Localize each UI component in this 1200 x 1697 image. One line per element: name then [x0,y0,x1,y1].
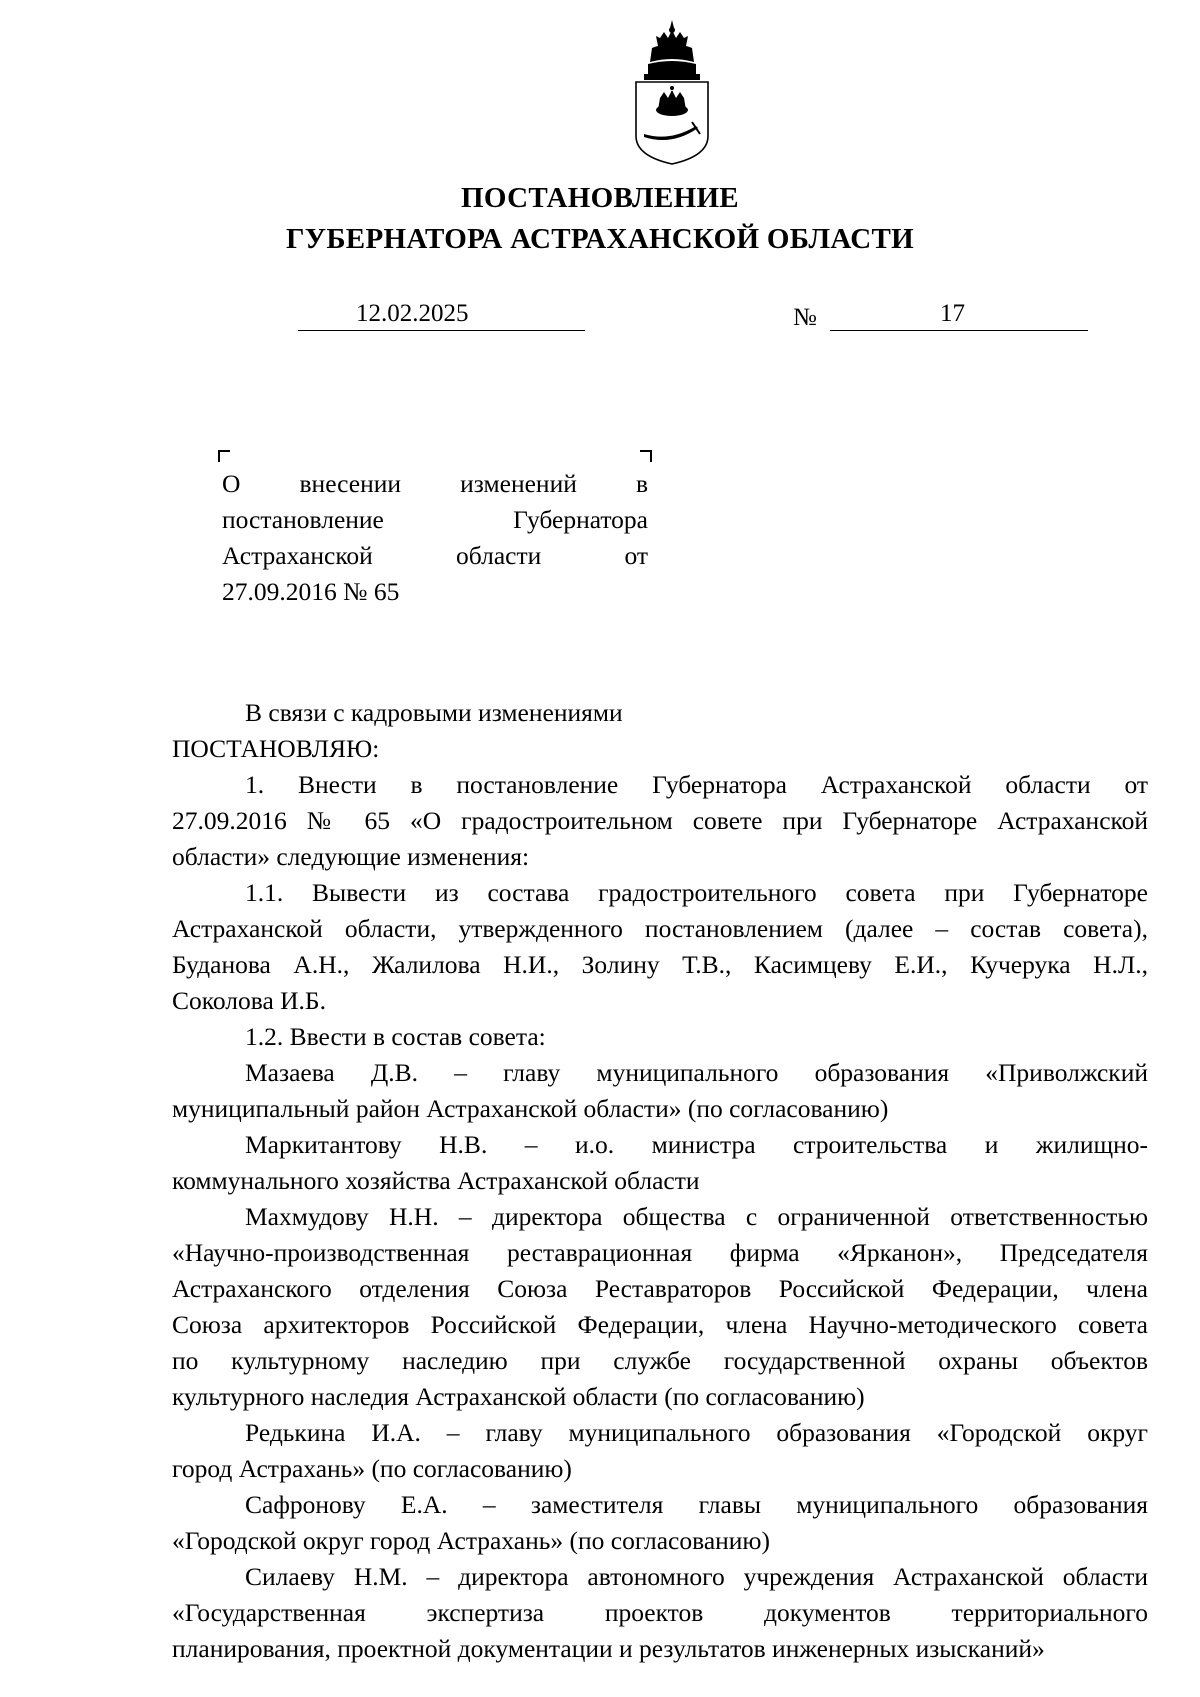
body-line: 1.2. Ввести в состав совета: [245,1022,546,1051]
body-line: Союза архитекторов Российской Федерации, члена Научно-методического совета [172,1310,1148,1339]
issuer-title: ГУБЕРНАТОРА АСТРАХАНСКОЙ ОБЛАСТИ [286,223,914,255]
body-line: город Астрахань» (по согласованию) [172,1454,572,1483]
body-line: Астраханской области, утвержденного постановлением (далее – состав совета), [172,914,1148,943]
subject-line: постановление Губернатора [222,505,648,534]
body-line: области» следующие изменения: [172,842,530,871]
body-line: Мазаева Д.В. – главу муниципального образования «Приволжский [245,1058,1148,1087]
body-line: Астраханского отделения Союза Реставраторов Российской Федерации, члена [172,1274,1148,1303]
body-line: Редькина И.А. – главу муниципального образования «Городской округ [245,1418,1148,1447]
subject-line: О внесении изменений в [222,469,648,498]
preamble: В связи с кадровыми изменениями [245,698,623,727]
body-line: по культурному наследию при службе государственной охраны объектов [172,1346,1148,1375]
document-body [172,695,1148,1667]
astrakhan-coat-of-arms-icon [630,18,714,168]
subject-line: Астраханской области от [222,541,648,570]
body-line: 1. Внести в постановление Губернатора Астраханской области от [245,770,1148,799]
resolution-word: ПОСТАНОВЛЯЮ: [172,734,380,763]
body-line: 1.1. Вывести из состава градостроительного совета при Губернаторе [245,878,1148,907]
body-line: муниципальный район Астраханской области» (по согласованию) [172,1094,889,1123]
body-line: коммунального хозяйства Астраханской области [172,1166,700,1195]
body-line: «Государственная экспертиза проектов документов территориального [172,1598,1148,1627]
body-line: Силаеву Н.М. – директора автономного учреждения Астраханской области [245,1562,1148,1591]
body-line: 27.09.2016 № 65 «О градостроительном совете при Губернаторе Астраханской [172,806,1148,835]
subject-corner-right [640,450,652,462]
body-line: «Научно-производственная реставрационная фирма «Ярканон», Председателя [172,1238,1148,1267]
document-date: 12.02.2025 [356,300,469,327]
number-sign: № [793,304,817,331]
body-line: Сафронову Е.А. – заместителя главы муниципального образования [245,1490,1148,1519]
document-title: ПОСТАНОВЛЕНИЕ [461,182,739,214]
document-subject [222,466,648,610]
body-line: культурного наследия Астраханской области (по согласованию) [172,1382,865,1411]
subject-corner-left [218,450,230,462]
body-line: Маркитантову Н.В. – и.о. министра строительства и жилищно- [245,1130,1148,1159]
document-number: 17 [940,300,965,327]
body-line: Махмудову Н.Н. – директора общества с ограниченной ответственностью [245,1202,1148,1231]
subject-line: 27.09.2016 № 65 [222,577,400,606]
body-line: планирования, проектной документации и результатов инженерных изысканий» [172,1634,1045,1663]
body-line: Соколова И.Б. [172,986,326,1015]
body-line: «Городской округ город Астрахань» (по согласованию) [172,1526,770,1555]
body-line: Буданова А.Н., Жалилова Н.И., Золину Т.В., Касимцеву Е.И., Кучерука Н.Л., [172,950,1148,979]
